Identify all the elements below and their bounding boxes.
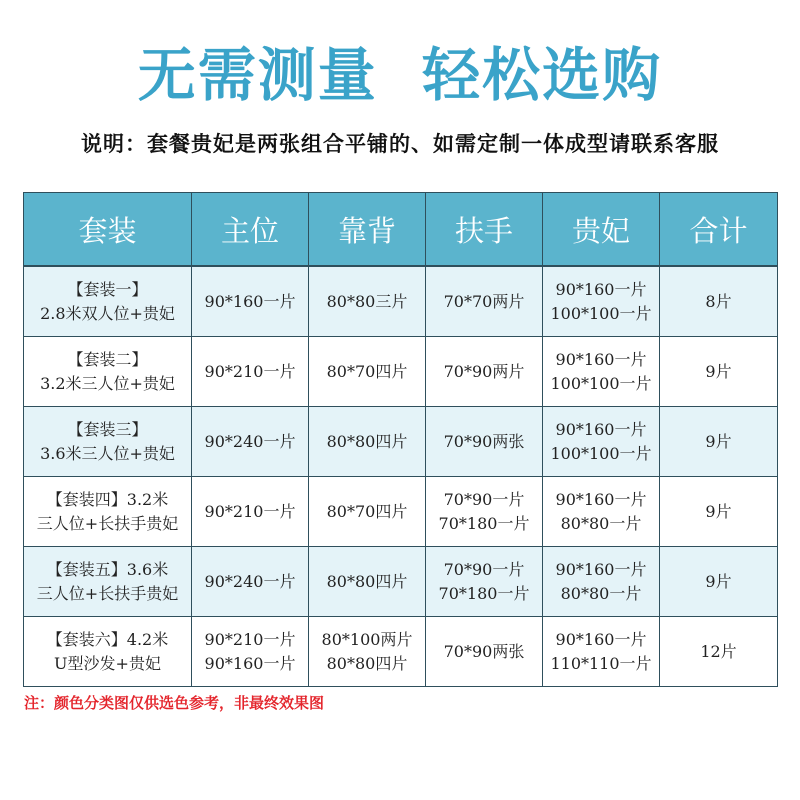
- chaise-cell: [543, 266, 660, 337]
- package-cell-line: 3.2米三人位+贵妃: [40, 373, 175, 393]
- table-row: [24, 407, 778, 477]
- armrest-cell-line: 70*90两张: [443, 431, 525, 451]
- main-seat-cell-line: 90*210一片: [204, 361, 296, 381]
- chaise-cell: [543, 547, 660, 617]
- chaise-cell-line: 90*160一片: [555, 489, 647, 509]
- table-header-row: [24, 193, 778, 267]
- package-table: [23, 192, 778, 687]
- chaise-cell: [543, 337, 660, 407]
- armrest-cell: [426, 477, 543, 547]
- package-cell-line: 【套装一】: [67, 279, 148, 299]
- chaise-cell-line: 80*80一片: [560, 583, 642, 603]
- armrest-cell: [426, 617, 543, 687]
- total-cell-line: 9片: [705, 571, 732, 591]
- total-cell: [660, 337, 778, 407]
- chaise-cell: [543, 617, 660, 687]
- backrest-cell-line: 80*80四片: [326, 571, 408, 591]
- total-cell: [660, 547, 778, 617]
- header-main-seat: 主位: [192, 193, 309, 267]
- package-cell-line: 【套装四】3.2米: [46, 489, 169, 509]
- total-cell-line: 12片: [700, 641, 737, 661]
- header-armrest: 扶手: [426, 193, 543, 267]
- package-cell: [24, 617, 192, 687]
- backrest-cell: [309, 407, 426, 477]
- header-package: 套装: [24, 193, 192, 267]
- armrest-cell-line: 70*180一片: [438, 583, 530, 603]
- main-seat-cell-line: 90*210一片: [204, 501, 296, 521]
- footnote: 注：颜色分类图仅供选色参考，非最终效果图: [24, 694, 325, 712]
- header-total: 合计: [660, 193, 778, 267]
- package-cell-line: 2.8米双人位+贵妃: [40, 303, 175, 323]
- package-cell: [24, 547, 192, 617]
- backrest-cell-line: 80*80四片: [326, 653, 408, 673]
- table-row: [24, 477, 778, 547]
- total-cell-line: 9片: [705, 361, 732, 381]
- backrest-cell: [309, 547, 426, 617]
- chaise-cell: [543, 477, 660, 547]
- total-cell: [660, 266, 778, 337]
- backrest-cell: [309, 617, 426, 687]
- total-cell: [660, 617, 778, 687]
- package-cell-line: 【套装三】: [67, 419, 148, 439]
- main-seat-cell-line: 90*240一片: [204, 571, 296, 591]
- header-backrest: 靠背: [309, 193, 426, 267]
- main-seat-cell: [192, 477, 309, 547]
- backrest-cell-line: 80*80四片: [326, 431, 408, 451]
- backrest-cell: [309, 477, 426, 547]
- table-row: [24, 337, 778, 407]
- package-cell: [24, 266, 192, 337]
- main-seat-cell: [192, 337, 309, 407]
- main-seat-cell: [192, 407, 309, 477]
- package-cell: [24, 337, 192, 407]
- chaise-cell-line: 110*110一片: [550, 653, 652, 673]
- chaise-cell: [543, 407, 660, 477]
- backrest-cell-line: 80*80三片: [326, 291, 408, 311]
- package-cell: [24, 477, 192, 547]
- total-cell-line: 9片: [705, 431, 732, 451]
- package-cell-line: 三人位+长扶手贵妃: [36, 513, 179, 533]
- header-chaise: 贵妃: [543, 193, 660, 267]
- main-seat-cell-line: 90*160一片: [204, 291, 296, 311]
- backrest-cell-line: 80*70四片: [326, 361, 408, 381]
- total-cell: [660, 407, 778, 477]
- armrest-cell-line: 70*90两张: [443, 641, 525, 661]
- chaise-cell-line: 100*100一片: [550, 303, 652, 323]
- page-title: 无需测量 轻松选购: [137, 41, 663, 109]
- armrest-cell: [426, 337, 543, 407]
- package-cell-line: 【套装二】: [67, 349, 148, 369]
- chaise-cell-line: 90*160一片: [555, 279, 647, 299]
- chaise-cell-line: 100*100一片: [550, 443, 652, 463]
- armrest-cell-line: 70*90两片: [443, 361, 525, 381]
- backrest-cell: [309, 337, 426, 407]
- backrest-cell: [309, 266, 426, 337]
- main-seat-cell-line: 90*160一片: [204, 653, 296, 673]
- main-seat-cell-line: 90*240一片: [204, 431, 296, 451]
- total-cell-line: 8片: [705, 291, 732, 311]
- armrest-cell: [426, 266, 543, 337]
- chaise-cell-line: 90*160一片: [555, 349, 647, 369]
- chaise-cell-line: 100*100一片: [550, 373, 652, 393]
- armrest-cell-line: 70*90一片: [443, 559, 525, 579]
- chaise-cell-line: 90*160一片: [555, 419, 647, 439]
- main-seat-cell: [192, 547, 309, 617]
- chaise-cell-line: 80*80一片: [560, 513, 642, 533]
- main-seat-cell: [192, 617, 309, 687]
- table-row: [24, 617, 778, 687]
- total-cell: [660, 477, 778, 547]
- table-row: [24, 266, 778, 337]
- backrest-cell-line: 80*100两片: [321, 629, 413, 649]
- chaise-cell-line: 90*160一片: [555, 559, 647, 579]
- chaise-cell-line: 90*160一片: [555, 629, 647, 649]
- package-cell-line: U型沙发+贵妃: [54, 653, 161, 673]
- main-seat-cell: [192, 266, 309, 337]
- armrest-cell-line: 70*70两片: [443, 291, 525, 311]
- armrest-cell: [426, 407, 543, 477]
- backrest-cell-line: 80*70四片: [326, 501, 408, 521]
- description-note: 说明：套餐贵妃是两张组合平铺的、如需定制一体成型请联系客服: [81, 132, 719, 156]
- package-cell-line: 【套装五】3.6米: [46, 559, 169, 579]
- table-row: [24, 547, 778, 617]
- armrest-cell-line: 70*90一片: [443, 489, 525, 509]
- armrest-cell: [426, 547, 543, 617]
- package-cell-line: 【套装六】4.2米: [46, 629, 169, 649]
- main-seat-cell-line: 90*210一片: [204, 629, 296, 649]
- package-cell: [24, 407, 192, 477]
- total-cell-line: 9片: [705, 501, 732, 521]
- armrest-cell-line: 70*180一片: [438, 513, 530, 533]
- package-cell-line: 三人位+长扶手贵妃: [36, 583, 179, 603]
- package-cell-line: 3.6米三人位+贵妃: [40, 443, 175, 463]
